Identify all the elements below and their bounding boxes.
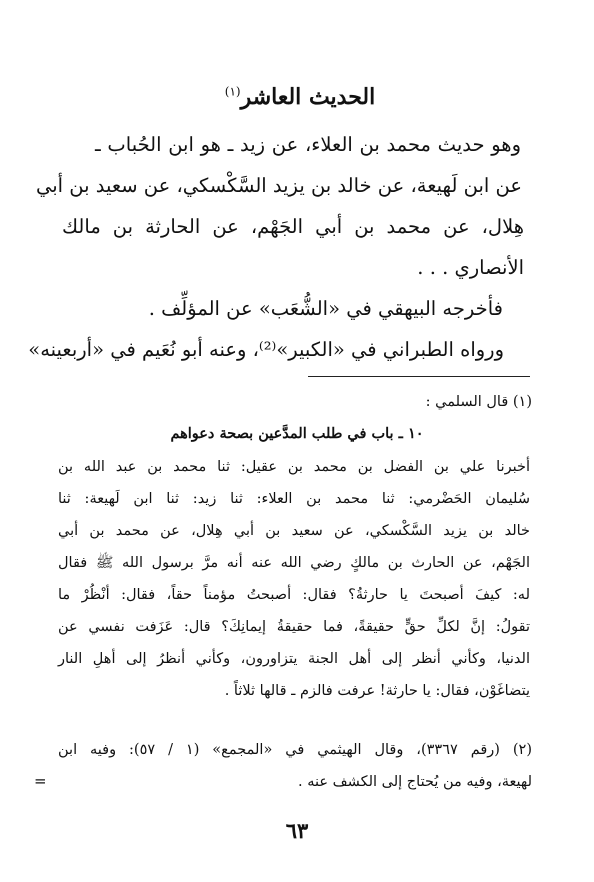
footnote-1-line-8: يتضاغَوْن، فقال: يا حارثة! عرفت فالزم ـ قالها ثلاثاً . [224, 683, 530, 699]
footnote-1-intro: (١) قال السلمي : [425, 394, 532, 410]
footnote-1-heading: ١٠ ـ باب في طلب المدَّعين بصحة دعواهم [170, 425, 424, 442]
title-text: الحديث العاشر [240, 84, 376, 110]
page-title [150, 84, 450, 118]
footnote-1-line-4: الجَهْم، عن الحارث بن مالكٍ رضي الله عنه أنه مرَّ برسول الله ﷺ فقال [58, 555, 530, 571]
footnote-1-line-2: سُليمان الحَضْرمي: ثنا محمد بن العلاء: ثنا زيد: ثنا ابن لَهيعة: ثنا [58, 491, 530, 507]
title-footnote-ref: (١) [224, 84, 241, 99]
footnote-separator [308, 376, 530, 377]
footnote-1-line-7: الدنيا، وكأني أنظر إلى أهل الجنة يتزاورون، وكأني أنظرُ إلى أهلِ النار [58, 651, 530, 667]
page-number: ٦٣ [285, 818, 309, 843]
body-line-4: الأنصاري . . . [417, 256, 524, 279]
body-line-2: عن ابن لَهيعة، عن خالد بن يزيد السَّكْسكي، عن سعيد بن أبي [35, 174, 522, 197]
footnote-2-line-1: (٢) (رقم ٣٣٦٧)، وقال الهيثمي في «المجمع» (١ / ٥٧): وفيه ابن [58, 742, 533, 758]
body-line-6: ورواه الطبراني في «الكبير»⁽²⁾، وعنه أبو نُعَيم في «أربعينه» [28, 338, 504, 361]
footnote-1-line-1: أخبرنا علي بن الفضل بن محمد بن عقيل: ثنا محمد بن عبد الله بن [58, 459, 530, 475]
footnote-1-line-5: له: كيفَ أصبحتَ يا حارثةُ؟ فقال: أصبحتُ مؤمناً حقاً، فقال: أنْظُرْ ما [58, 587, 530, 603]
continuation-mark: = [34, 772, 47, 790]
footnote-1-line-6: تقولُ: إنَّ لكلِّ حقٍّ حقيقةً، فما حقيقةُ إيمانِكَ؟ قال: عَزَفت نفسي عن [58, 619, 530, 635]
body-line-5: فأخرجه البيهقي في «الشُّعَب» عن المؤلِّف . [148, 297, 503, 320]
body-line-3: هِلال، عن محمد بن أبي الجَهْم، عن الحارثة بن مالك [62, 215, 524, 238]
footnote-1-line-3: خالد بن يزيد السَّكْسكي، عن سعيد بن أبي هِلال، عن محمد بن أبي [58, 523, 530, 539]
body-line-1: وهو حديث محمد بن العلاء، عن زيد ـ هو ابن الحُباب ـ [95, 133, 521, 156]
footnote-2-line-2: لهيعة، وفيه من يُحتاج إلى الكشف عنه . [298, 774, 532, 790]
